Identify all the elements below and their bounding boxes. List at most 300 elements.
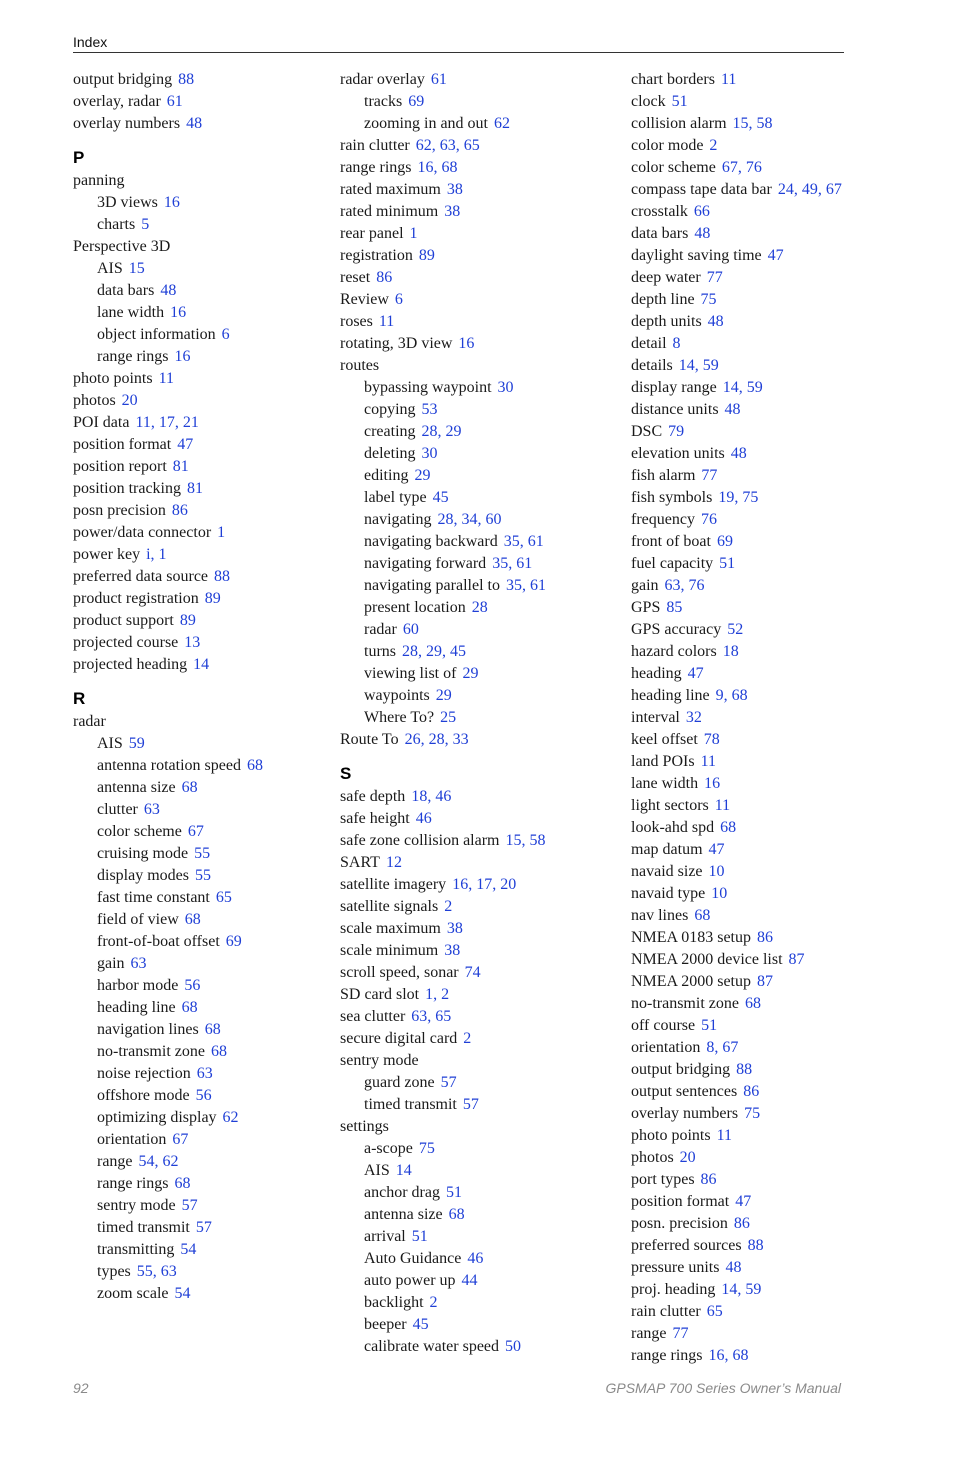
index-subentry	[73, 865, 323, 887]
page-reference-link[interactable]: 68	[694, 907, 711, 924]
index-subentry	[73, 887, 323, 909]
page-reference-link[interactable]: 19, 75	[718, 489, 759, 506]
index-entry	[631, 1323, 931, 1345]
index-term: detail	[631, 335, 667, 352]
index-entry	[73, 711, 323, 733]
index-term: color scheme	[631, 159, 716, 176]
page-reference-link[interactable]: 54, 62	[138, 1153, 179, 1170]
page-reference-link[interactable]: 20	[679, 1149, 696, 1166]
index-term: data bars	[631, 225, 689, 242]
page-reference-link[interactable]: 59	[128, 735, 145, 752]
page-reference-link[interactable]: 89	[418, 247, 435, 264]
page-reference-link[interactable]: 48	[694, 225, 711, 242]
page-reference-link[interactable]: 10	[711, 885, 728, 902]
index-entry	[631, 773, 931, 795]
index-term: optimizing display	[97, 1109, 217, 1126]
index-entry	[340, 852, 620, 874]
page-reference-link[interactable]: 10	[708, 863, 725, 880]
page-reference-link[interactable]: 16	[174, 348, 191, 365]
page-reference-link[interactable]: 2	[429, 1294, 438, 1311]
page-reference-link[interactable]: 75	[700, 291, 717, 308]
index-term: NMEA 2000 device list	[631, 951, 783, 968]
index-term: hazard colors	[631, 643, 717, 660]
index-entry	[73, 654, 323, 676]
index-entry	[340, 245, 620, 267]
page-reference-link[interactable]: 47	[708, 841, 725, 858]
page-reference-link[interactable]: 6	[221, 326, 230, 343]
index-entry	[73, 566, 323, 588]
index-term: AIS	[364, 1162, 390, 1179]
index-term: rated minimum	[340, 203, 439, 220]
index-term: range	[631, 1325, 667, 1342]
page-reference-link[interactable]: 66	[693, 203, 710, 220]
index-term: overlay, radar	[73, 93, 161, 110]
index-subentry	[73, 777, 323, 799]
page-reference-link[interactable]: 78	[703, 731, 720, 748]
page-reference-link[interactable]: 29	[435, 687, 452, 704]
page-reference-link[interactable]: 88	[736, 1061, 753, 1078]
index-term: rain clutter	[631, 1303, 701, 1320]
index-entry	[340, 179, 620, 201]
page-reference-link[interactable]: 16, 68	[708, 1347, 749, 1364]
index-subentry	[73, 799, 323, 821]
index-subentry	[73, 821, 323, 843]
index-term: heading line	[631, 687, 710, 704]
index-entry	[631, 1015, 931, 1037]
page-reference-link[interactable]: 63, 65	[411, 1008, 452, 1025]
index-entry	[340, 874, 620, 896]
index-term: no-transmit zone	[631, 995, 739, 1012]
index-entry	[631, 311, 931, 333]
page-reference-link[interactable]: 52	[727, 621, 744, 638]
page-reference-link[interactable]: 16, 68	[417, 159, 458, 176]
page-reference-link[interactable]: 68	[210, 1043, 227, 1060]
page-reference-link[interactable]: 77	[701, 467, 718, 484]
index-subentry	[340, 641, 620, 663]
page-reference-link[interactable]: 14	[395, 1162, 412, 1179]
page-reference-link[interactable]: 75	[418, 1140, 435, 1157]
index-term: product registration	[73, 590, 199, 607]
page-reference-link[interactable]: 67	[187, 823, 204, 840]
page-reference-link[interactable]: 38	[444, 942, 461, 959]
index-entry	[631, 267, 931, 289]
page-reference-link[interactable]: 57	[440, 1074, 457, 1091]
index-term: secure digital card	[340, 1030, 458, 1047]
page-reference-link[interactable]: 68	[448, 1206, 465, 1223]
page-reference-link[interactable]: 54	[180, 1241, 197, 1258]
index-entry	[631, 1301, 931, 1323]
page-reference-link[interactable]: 88	[178, 71, 195, 88]
index-entry	[631, 1125, 931, 1147]
index-entry	[631, 1147, 931, 1169]
index-term: lane width	[97, 304, 165, 321]
page-reference-link[interactable]: 54	[174, 1285, 191, 1302]
page-reference-link[interactable]: 51	[411, 1228, 428, 1245]
page-reference-link[interactable]: 12	[385, 854, 402, 871]
index-entry	[631, 377, 931, 399]
page-reference-link[interactable]: 63	[130, 955, 147, 972]
page-reference-link[interactable]: 14	[193, 656, 210, 673]
index-term: object information	[97, 326, 216, 343]
page-reference-link[interactable]: 28	[471, 599, 488, 616]
index-entry	[340, 135, 620, 157]
page-reference-link[interactable]: 2	[709, 137, 718, 154]
index-term: preferred data source	[73, 568, 209, 585]
page-reference-link[interactable]: 29	[414, 467, 431, 484]
page-reference-link[interactable]: 74	[464, 964, 481, 981]
page-reference-link[interactable]: 14, 59	[678, 357, 719, 374]
index-term: depth line	[631, 291, 695, 308]
index-term: collision alarm	[631, 115, 727, 132]
page-reference-link[interactable]: 26, 28, 33	[404, 731, 469, 748]
index-entry	[340, 333, 620, 355]
page-reference-link[interactable]: 11	[378, 313, 395, 330]
index-entry	[340, 69, 620, 91]
index-term: rear panel	[340, 225, 404, 242]
page-reference-link[interactable]: 86	[757, 929, 773, 946]
page-reference-link[interactable]: 61	[430, 71, 447, 88]
index-term: backlight	[364, 1294, 424, 1311]
index-term: present location	[364, 599, 466, 616]
page-reference-link[interactable]: 46	[415, 810, 432, 827]
index-term: orientation	[97, 1131, 167, 1148]
page-reference-link[interactable]: 18	[722, 643, 739, 660]
index-entry	[340, 1028, 620, 1050]
page-reference-link[interactable]: 35, 61	[492, 555, 533, 572]
page-reference-link[interactable]: 38	[444, 203, 461, 220]
page-reference-link[interactable]: 65	[215, 889, 232, 906]
page-reference-link[interactable]: 47	[735, 1193, 752, 1210]
index-entry	[73, 434, 323, 456]
page-reference-link[interactable]: 24, 49, 67	[777, 181, 842, 198]
index-entry	[631, 597, 931, 619]
page-reference-link[interactable]: 69	[408, 93, 425, 110]
index-subentry	[340, 1226, 620, 1248]
page-reference-link[interactable]: 62	[493, 115, 510, 132]
page-reference-link[interactable]: 62	[222, 1109, 239, 1126]
index-subentry	[340, 1270, 620, 1292]
page-reference-link[interactable]: 16	[458, 335, 475, 352]
page-reference-link[interactable]: 47	[687, 665, 704, 682]
page-reference-link[interactable]: 68	[181, 999, 198, 1016]
page-reference-link[interactable]: 48	[724, 401, 741, 418]
page-reference-link[interactable]: 15, 58	[505, 832, 546, 849]
index-term: overlay numbers	[631, 1105, 739, 1122]
index-term: color mode	[631, 137, 704, 154]
page-reference-link[interactable]: 38	[446, 181, 463, 198]
page-reference-link[interactable]: 55	[194, 845, 211, 862]
page-reference-link[interactable]: 15, 58	[732, 115, 773, 132]
page-reference-link[interactable]: 48	[730, 445, 747, 462]
page-reference-link[interactable]: 56	[195, 1087, 212, 1104]
page-reference-link[interactable]: 57	[462, 1096, 479, 1113]
index-entry	[73, 522, 323, 544]
index-term: fuel capacity	[631, 555, 714, 572]
page-reference-link[interactable]: 69	[225, 933, 242, 950]
page-reference-link[interactable]: 79	[668, 423, 685, 440]
page-reference-link[interactable]: 88	[214, 568, 231, 585]
index-term: satellite signals	[340, 898, 439, 915]
index-subentry	[340, 1094, 620, 1116]
page-reference-link[interactable]: 48	[707, 313, 724, 330]
page-reference-link[interactable]: 9, 68	[715, 687, 748, 704]
index-term: AIS	[97, 260, 123, 277]
page-reference-link[interactable]: 38	[446, 920, 463, 937]
page-reference-link[interactable]: 48	[186, 115, 203, 132]
index-term: sentry mode	[97, 1197, 176, 1214]
index-term: satellite imagery	[340, 876, 447, 893]
index-subentry	[73, 1085, 323, 1107]
index-term: auto power up	[364, 1272, 456, 1289]
index-column-1	[73, 69, 323, 1305]
page-reference-link[interactable]: 68	[181, 779, 198, 796]
page-reference-link[interactable]: 86	[743, 1083, 760, 1100]
page-reference-link[interactable]: 56	[184, 977, 201, 994]
index-term: navaid type	[631, 885, 706, 902]
page-reference-link[interactable]: 68	[246, 757, 263, 774]
page-reference-link[interactable]: 16, 17, 20	[452, 876, 517, 893]
index-term: range rings	[631, 1347, 703, 1364]
index-entry	[631, 201, 931, 223]
index-entry	[631, 795, 931, 817]
page-reference-link[interactable]: 51	[671, 93, 688, 110]
index-term: output bridging	[73, 71, 173, 88]
page-reference-link[interactable]: 68	[174, 1175, 191, 1192]
page-reference-link[interactable]: 81	[172, 458, 189, 475]
page-reference-link[interactable]: 68	[720, 819, 737, 836]
page-reference-link[interactable]: 30	[497, 379, 514, 396]
page-reference-link[interactable]: 11	[700, 753, 716, 770]
page-reference-link[interactable]: 45	[432, 489, 449, 506]
page-reference-link[interactable]: 14, 59	[721, 1281, 762, 1298]
index-term: posn precision	[73, 502, 166, 519]
page-reference-link[interactable]: 88	[747, 1237, 764, 1254]
index-subentry	[340, 1160, 620, 1182]
page-reference-link[interactable]: 55	[195, 867, 211, 884]
page-reference-link[interactable]: 35, 61	[503, 533, 544, 550]
page-reference-link[interactable]: 11	[158, 370, 174, 387]
index-subentry	[340, 509, 620, 531]
page-reference-link[interactable]: 20	[121, 392, 138, 409]
index-term: creating	[364, 423, 416, 440]
page-reference-link[interactable]: 47	[767, 247, 784, 264]
index-term: waypoints	[364, 687, 430, 704]
index-term: fish alarm	[631, 467, 696, 484]
index-term: details	[631, 357, 673, 374]
index-term: AIS	[97, 735, 123, 752]
index-entry	[340, 223, 620, 245]
manual-title: GPSMAP 700 Series Owner’s Manual	[605, 1380, 841, 1396]
page-reference-link[interactable]: 86	[171, 502, 188, 519]
index-term: data bars	[97, 282, 155, 299]
page-reference-link[interactable]: 11	[716, 1127, 732, 1144]
page-reference-link[interactable]: 11, 17, 21	[135, 414, 199, 431]
page-reference-link[interactable]: 89	[204, 590, 221, 607]
index-term: port types	[631, 1171, 695, 1188]
page-reference-link[interactable]: 65	[706, 1303, 723, 1320]
page-reference-link[interactable]: 87	[757, 973, 773, 990]
index-term: navigating parallel to	[364, 577, 500, 594]
index-term: SART	[340, 854, 380, 871]
index-term: SD card slot	[340, 986, 420, 1003]
index-subentry	[73, 1063, 323, 1085]
index-term: editing	[364, 467, 409, 484]
index-subentry	[340, 1182, 620, 1204]
index-entry	[340, 355, 620, 377]
index-entry	[73, 632, 323, 654]
index-entry	[631, 1169, 931, 1191]
index-subentry	[73, 258, 323, 280]
page-reference-link[interactable]: 86	[376, 269, 393, 286]
page-reference-link[interactable]: 50	[505, 1338, 522, 1355]
page-reference-link[interactable]: 67, 76	[721, 159, 762, 176]
page-reference-link[interactable]: 77	[672, 1325, 689, 1342]
header-rule	[73, 52, 844, 53]
index-term: elevation units	[631, 445, 725, 462]
index-term: charts	[97, 216, 136, 233]
page-reference-link[interactable]: 5	[141, 216, 150, 233]
page-reference-link[interactable]: 47	[177, 436, 194, 453]
page-reference-link[interactable]: 87	[788, 951, 805, 968]
page-reference-link[interactable]: 29	[462, 665, 479, 682]
index-entry	[631, 223, 931, 245]
page-reference-link[interactable]: 63	[143, 801, 160, 818]
index-term: noise rejection	[97, 1065, 191, 1082]
page-reference-link[interactable]: 30	[421, 445, 438, 462]
page-reference-link[interactable]: 18, 46	[411, 788, 452, 805]
index-term: beeper	[364, 1316, 407, 1333]
index-entry	[631, 69, 931, 91]
page-reference-link[interactable]: 86	[733, 1215, 750, 1232]
index-term: front of boat	[631, 533, 711, 550]
page-reference-link[interactable]: 11	[714, 797, 731, 814]
page-reference-link[interactable]: 62, 63, 65	[415, 137, 480, 154]
page-reference-link[interactable]: 53	[421, 401, 438, 418]
page-reference-link[interactable]: 86	[700, 1171, 717, 1188]
page-reference-link[interactable]: 68	[204, 1021, 221, 1038]
page-reference-link[interactable]: 68	[744, 995, 761, 1012]
index-term: timed transmit	[97, 1219, 190, 1236]
page-reference-link[interactable]: 28, 29	[421, 423, 462, 440]
index-entry	[631, 509, 931, 531]
page-reference-link[interactable]: 28, 34, 60	[437, 511, 502, 528]
page-reference-link[interactable]: 8, 67	[706, 1039, 739, 1056]
page-reference-link[interactable]: 13	[184, 634, 201, 651]
page-reference-link[interactable]: 81	[186, 480, 203, 497]
index-entry	[631, 993, 931, 1015]
index-term: scroll speed, sonar	[340, 964, 459, 981]
index-term: roses	[340, 313, 373, 330]
page-reference-link[interactable]: 16	[704, 775, 721, 792]
page-reference-link[interactable]: 45	[412, 1316, 429, 1333]
page-reference-link[interactable]: 48	[725, 1259, 742, 1276]
page-reference-link[interactable]: 51	[445, 1184, 462, 1201]
page-reference-link[interactable]: 8	[672, 335, 681, 352]
page-reference-link[interactable]: 35, 61	[505, 577, 546, 594]
index-subentry	[340, 113, 620, 135]
index-term: field of view	[97, 911, 179, 928]
index-column-2	[340, 69, 620, 1358]
page-reference-link[interactable]: 1	[409, 225, 418, 242]
page-reference-link[interactable]: 67	[172, 1131, 189, 1148]
index-entry	[631, 1103, 931, 1125]
page-reference-link[interactable]: 1, 2	[425, 986, 450, 1003]
page-reference-link[interactable]: 46	[467, 1250, 484, 1267]
page-reference-link[interactable]: 89	[179, 612, 196, 629]
page-reference-link[interactable]: 15	[128, 260, 145, 277]
index-entry	[340, 289, 620, 311]
index-term: POI data	[73, 414, 130, 431]
page-reference-link[interactable]: 76	[700, 511, 717, 528]
page-reference-link[interactable]: 28, 29, 45	[402, 643, 466, 660]
page-reference-link[interactable]: 63, 76	[664, 577, 705, 594]
page-reference-link[interactable]: 32	[685, 709, 702, 726]
index-term: projected course	[73, 634, 179, 651]
page-reference-link[interactable]: 63	[196, 1065, 213, 1082]
index-subentry	[73, 1239, 323, 1261]
page-reference-link[interactable]: 11	[720, 71, 737, 88]
index-subentry	[73, 1041, 323, 1063]
index-term: radar	[73, 713, 106, 730]
page-reference-link[interactable]: 48	[160, 282, 177, 299]
page-reference-link[interactable]: 57	[181, 1197, 198, 1214]
index-term: display modes	[97, 867, 189, 884]
page-reference-link[interactable]: 51	[719, 555, 736, 572]
page-reference-link[interactable]: 55, 63	[136, 1263, 177, 1280]
index-term: registration	[340, 247, 413, 264]
page-reference-link[interactable]: 16	[163, 194, 180, 211]
page-reference-link[interactable]: 51	[701, 1017, 718, 1034]
index-term: depth units	[631, 313, 702, 330]
page-reference-link[interactable]: 61	[166, 93, 183, 110]
page-reference-link[interactable]: 69	[716, 533, 733, 550]
index-entry	[73, 478, 323, 500]
index-subentry	[340, 575, 620, 597]
index-entry	[340, 1116, 620, 1138]
index-entry	[631, 1279, 931, 1301]
index-term: navaid size	[631, 863, 703, 880]
page-reference-link[interactable]: 77	[706, 269, 723, 286]
page-reference-link[interactable]: 60	[402, 621, 419, 638]
index-term: photo points	[631, 1127, 711, 1144]
index-entry	[340, 808, 620, 830]
index-entry	[340, 786, 620, 808]
index-term: power/data connector	[73, 524, 212, 541]
page-reference-link[interactable]: i, 1	[146, 546, 167, 563]
page-reference-link[interactable]: 57	[195, 1219, 212, 1236]
page-reference-link[interactable]: 16	[170, 304, 187, 321]
page-reference-link[interactable]: 1	[217, 524, 226, 541]
page-reference-link[interactable]: 2	[463, 1030, 472, 1047]
page-reference-link[interactable]: 14, 59	[722, 379, 763, 396]
page-reference-link[interactable]: 68	[184, 911, 201, 928]
index-term: antenna size	[97, 779, 176, 796]
page-reference-link[interactable]: 6	[394, 291, 403, 308]
index-term: lane width	[631, 775, 699, 792]
index-term: nav lines	[631, 907, 689, 924]
index-subentry	[340, 597, 620, 619]
page-reference-link[interactable]: 85	[666, 599, 683, 616]
index-entry	[631, 1037, 931, 1059]
page-reference-link[interactable]: 2	[444, 898, 453, 915]
index-entry	[631, 157, 931, 179]
index-term: cruising mode	[97, 845, 189, 862]
index-entry	[631, 729, 931, 751]
page-reference-link[interactable]: 75	[744, 1105, 761, 1122]
page-reference-link[interactable]: 25	[440, 709, 457, 726]
index-term: look-ahd spd	[631, 819, 715, 836]
page-reference-link[interactable]: 44	[461, 1272, 478, 1289]
